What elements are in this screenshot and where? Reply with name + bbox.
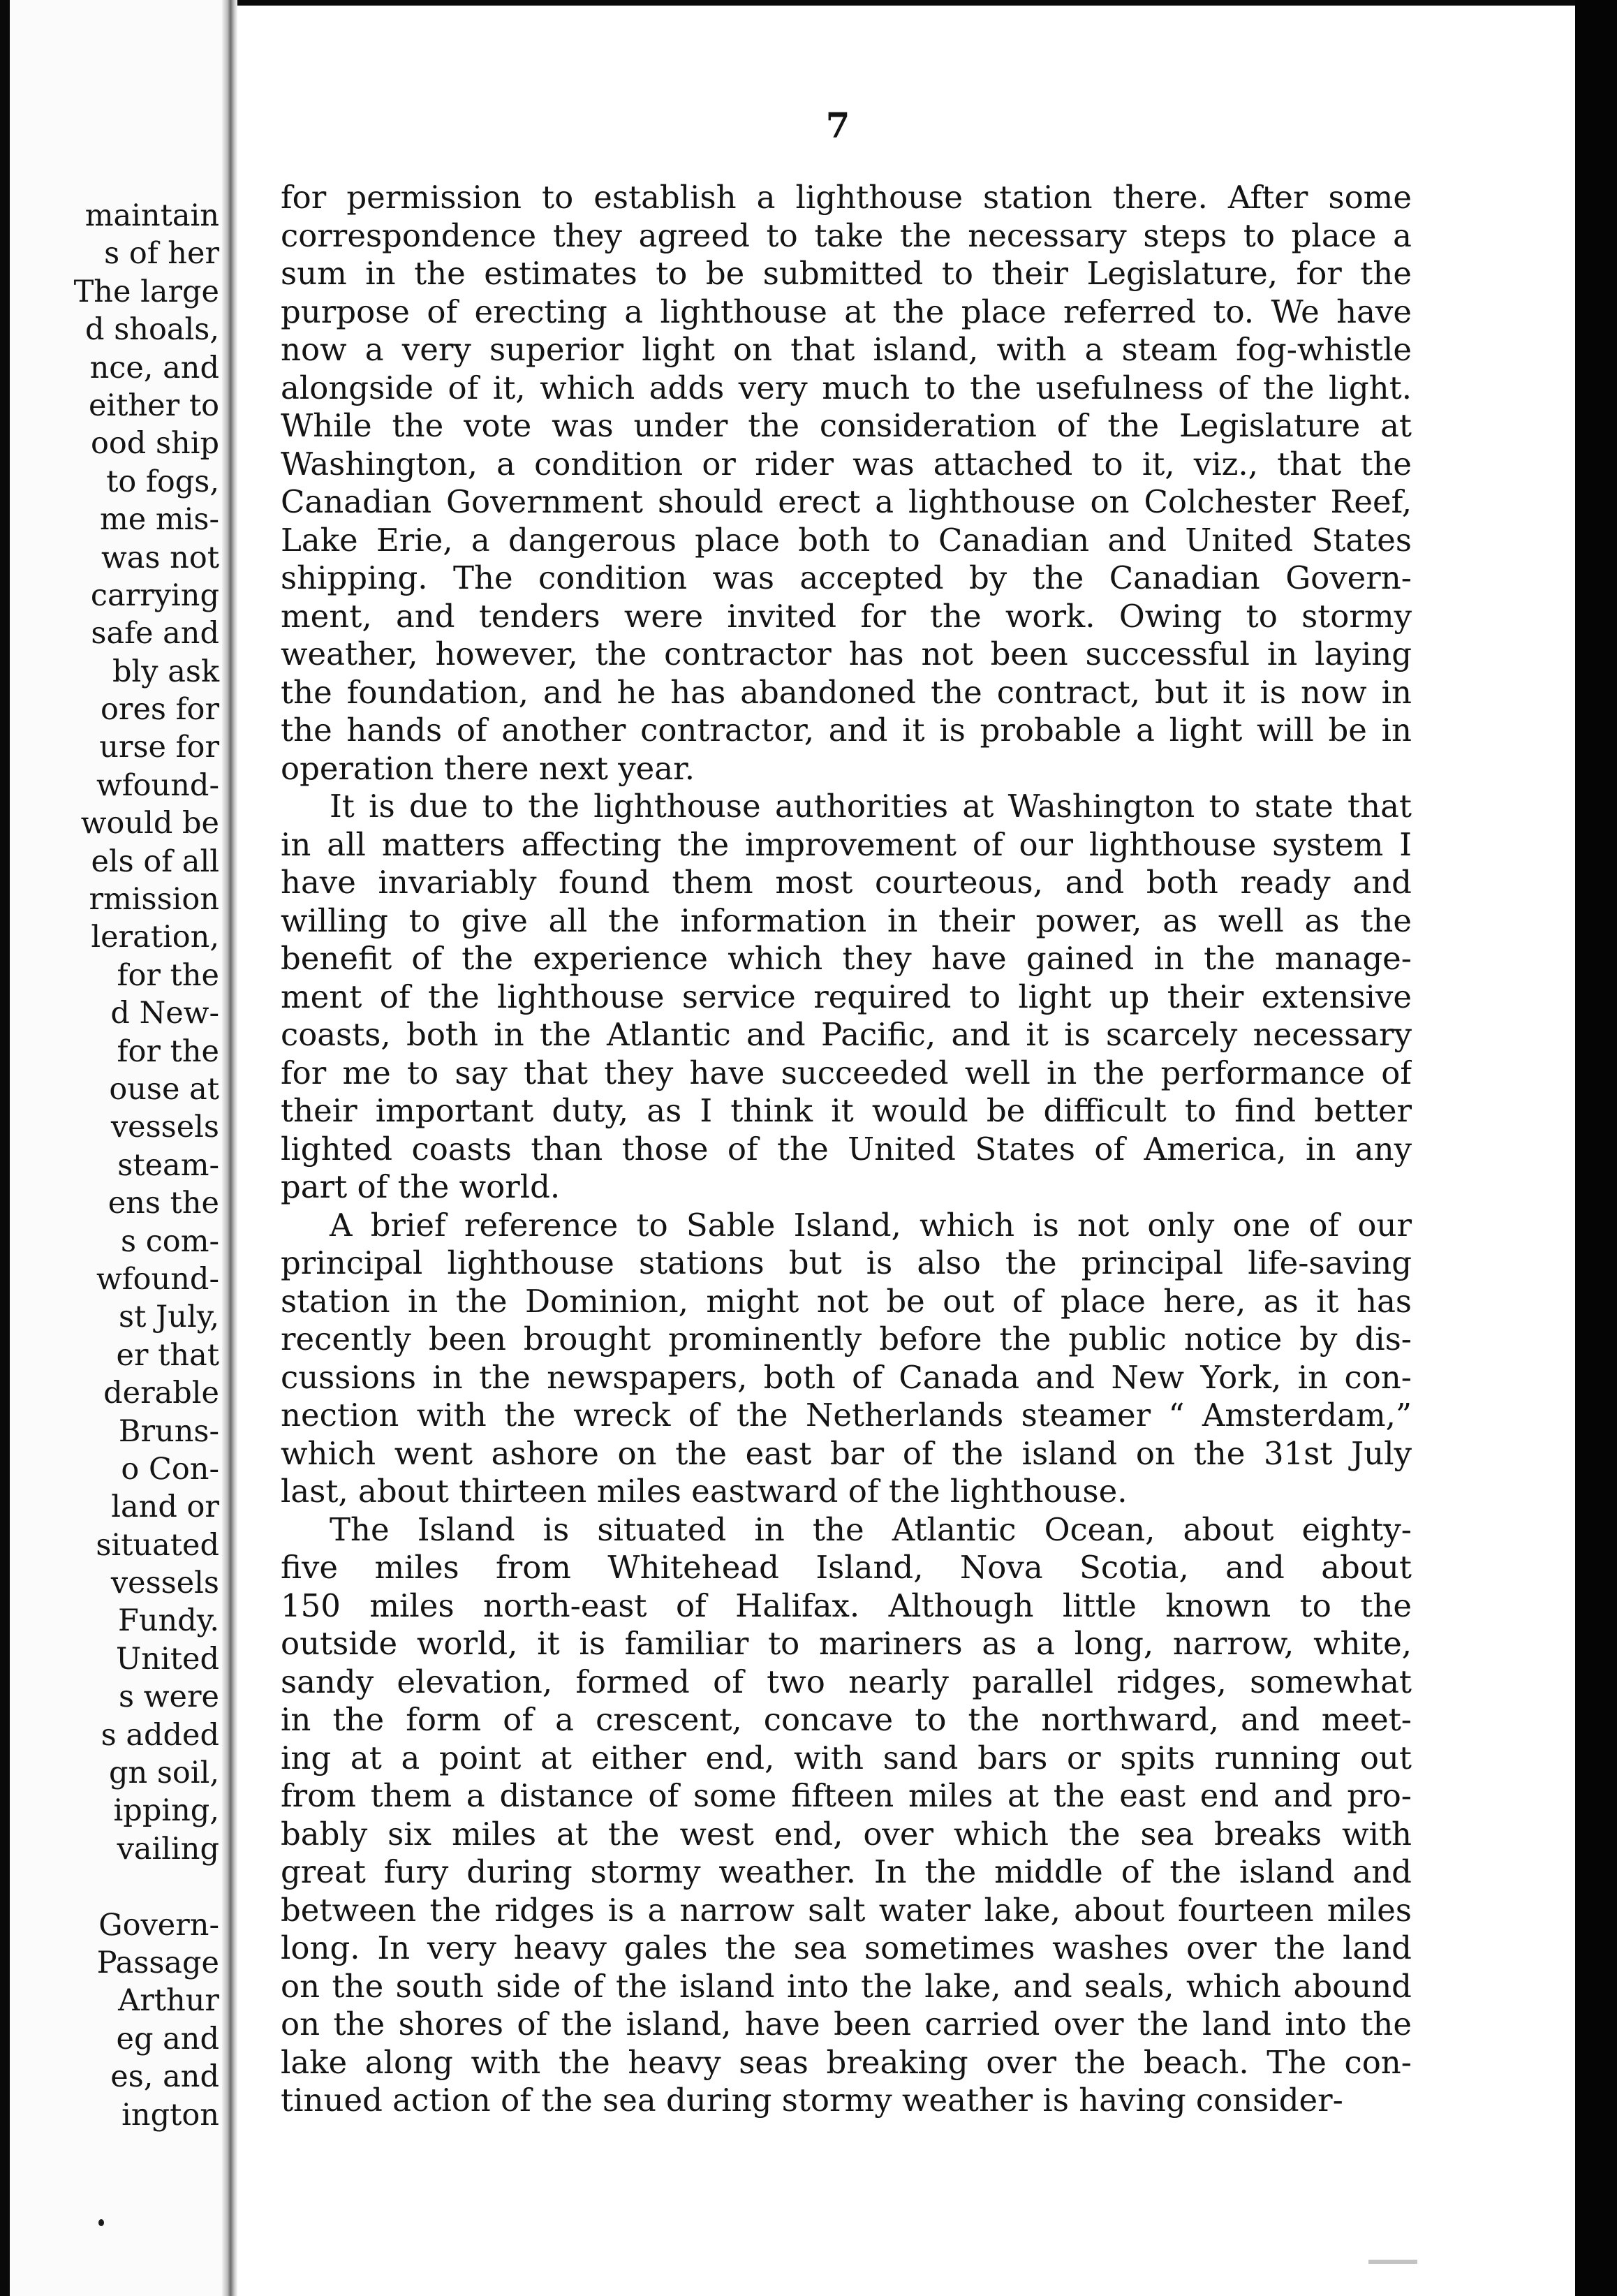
facing-page-line: gn soil,	[108, 1756, 219, 1791]
text-line: station in the Dominion, might not be out of place here, as it has	[281, 1282, 1412, 1320]
facing-page-line: er that	[116, 1337, 219, 1373]
text-line: sandy elevation, formed of two nearly parallel ridges, somewhat	[281, 1663, 1412, 1700]
facing-page-line: to fogs,	[106, 464, 219, 499]
paragraph	[281, 179, 1412, 788]
facing-page-line: s com-	[120, 1223, 219, 1259]
facing-page-line: leration,	[91, 920, 219, 955]
paragraph	[281, 788, 1412, 1207]
facing-page-line: wfound-	[96, 1261, 219, 1297]
text-line: in all matters affecting the improvement of our lighthouse system I	[281, 825, 1412, 863]
text-line: long. In very heavy gales the sea sometimes washes over the land	[281, 1929, 1412, 1966]
text-line: recently been brought prominently before the public notice by dis-	[281, 1320, 1412, 1357]
facing-page-line	[74, 1868, 219, 1906]
facing-page-line: ood ship	[90, 426, 219, 462]
text-line: between the ridges is a narrow salt water lake, about fourteen miles	[281, 1891, 1412, 1929]
facing-page-line: safe and	[91, 616, 219, 652]
text-line: have invariably found them most courteous, and both ready and	[281, 864, 1412, 901]
facing-page-line: rmission	[89, 882, 219, 918]
facing-page-line: would be	[80, 806, 219, 841]
text-line: five miles from Whitehead Island, Nova Scotia, and about	[281, 1549, 1412, 1586]
text-line: which went ashore on the east bar of the island on the 31st July	[281, 1434, 1412, 1472]
scan-artifact	[1368, 2260, 1417, 2264]
text-line: benefit of the experience which they have gained in the manage-	[281, 940, 1412, 977]
facing-page-line: for the	[117, 1033, 219, 1069]
facing-page-line: carrying	[90, 577, 219, 613]
text-line: on the south side of the island into the lake, and seals, which abound	[281, 1967, 1412, 2005]
scan-border-top	[0, 0, 1617, 6]
facing-page-line: The large	[73, 274, 219, 309]
text-line: shipping. The condition was accepted by the Canadian Govern-	[281, 559, 1412, 596]
facing-page-line: steam-	[117, 1147, 219, 1183]
facing-page-line: ouse at	[109, 1071, 219, 1107]
text-line: ment of the lighthouse service required to light up their extensive	[281, 978, 1412, 1015]
facing-page-line: es, and	[110, 2059, 219, 2095]
facing-page-line: d shoals,	[85, 312, 219, 348]
facing-page-line: Govern-	[98, 1907, 219, 1943]
facing-page-line: wfound-	[96, 767, 219, 803]
facing-page-line-ends	[74, 197, 219, 2134]
text-line: for permission to establish a lighthouse station there. After some	[281, 179, 1412, 216]
text-line: alongside of it, which adds very much to the usefulness of the light.	[281, 369, 1412, 406]
ink-spot	[98, 2219, 104, 2226]
facing-page-line: nce, and	[89, 350, 219, 385]
facing-page-line: st July,	[119, 1300, 219, 1335]
text-line: Lake Erie, a dangerous place both to Canadian and United States	[281, 521, 1412, 559]
text-line: operation there next year.	[281, 749, 695, 787]
facing-page-line: o Con-	[121, 1451, 219, 1487]
text-line: A brief reference to Sable Island, which is not only one of our	[330, 1206, 1412, 1244]
facing-page-line: d New-	[110, 996, 219, 1031]
text-line: now a very superior light on that island, with a steam fog-whistle	[281, 331, 1412, 368]
text-line: for me to say that they have succeeded well in the performance of	[281, 1054, 1412, 1091]
page-number: 7	[825, 105, 850, 146]
text-line: on the shores of the island, have been carried over the land into the	[281, 2006, 1412, 2043]
text-line: willing to give all the information in their power, as well as the	[281, 902, 1412, 939]
facing-page-line: situated	[96, 1527, 219, 1563]
facing-page-line: s of her	[104, 236, 219, 272]
facing-page-line: s were	[119, 1679, 219, 1715]
text-line: weather, however, the contractor has not been successful in laying	[281, 635, 1412, 672]
text-line: 150 miles north-east of Halifax. Although little known to the	[281, 1587, 1412, 1624]
text-line: lighted coasts than those of the United States of America, in any	[281, 1130, 1412, 1168]
facing-page-line: Fundy.	[118, 1603, 219, 1639]
page-body-text	[281, 179, 1412, 2120]
facing-page-line: vailing	[117, 1831, 219, 1867]
facing-page-line: me mis-	[99, 502, 219, 538]
facing-page-line: ington	[121, 2097, 219, 2133]
facing-page-line: either to	[88, 388, 219, 423]
scan-border-left	[0, 0, 10, 2296]
scan-border-right	[1575, 0, 1617, 2296]
text-line: cussions in the newspapers, both of Canada and New York, in con-	[281, 1358, 1412, 1396]
paragraph	[281, 1207, 1412, 1511]
text-line: the foundation, and he has abandoned the contract, but it is now in	[281, 673, 1412, 711]
text-line: correspondence they agreed to take the necessary steps to place a	[281, 216, 1412, 254]
text-line: While the vote was under the consideration of the Legislature at	[281, 407, 1412, 444]
facing-page-line: ens the	[108, 1186, 219, 1221]
text-line: their important duty, as I think it would be difficult to find better	[281, 1092, 1412, 1129]
facing-page-line: Bruns-	[118, 1413, 219, 1449]
text-line: ing at a point at either end, with sand bars or spits running out	[281, 1739, 1412, 1776]
text-line: Washington, a condition or rider was attached to it, viz., that the	[281, 445, 1412, 483]
text-line: nection with the wreck of the Netherlands steamer “ Amsterdam,”	[281, 1397, 1412, 1434]
facing-page-line: United	[116, 1641, 219, 1677]
facing-page-line: land or	[111, 1489, 219, 1525]
text-line: last, about thirteen miles eastward of the lighthouse.	[281, 1473, 1128, 1510]
facing-page-line: vessels	[110, 1566, 219, 1601]
text-line: in the form of a crescent, concave to the northward, and meet-	[281, 1701, 1412, 1738]
text-line: coasts, both in the Atlantic and Pacific, and it is scarcely necessary	[281, 1016, 1412, 1053]
facing-page-fragment	[10, 0, 222, 2296]
text-line: bably six miles at the west end, over which the sea breaks with	[281, 1815, 1412, 1853]
text-line: the hands of another contractor, and it is probable a light will be in	[281, 712, 1412, 749]
text-line: purpose of erecting a lighthouse at the place referred to. We have	[281, 293, 1412, 330]
book-gutter	[222, 0, 237, 2296]
paragraph	[281, 1511, 1412, 2120]
facing-page-line: derable	[103, 1376, 219, 1411]
text-line: part of the world.	[281, 1168, 561, 1205]
text-line: sum in the estimates to be submitted to their Legislature, for the	[281, 255, 1412, 292]
facing-page-line: els of all	[91, 844, 219, 879]
text-line: principal lighthouse stations but is also the principal life-saving	[281, 1244, 1412, 1281]
text-line: from them a distance of some fifteen miles at the east end and pro-	[281, 1777, 1412, 1814]
facing-page-line: Passage	[96, 1945, 219, 1980]
facing-page-line: Arthur	[118, 1983, 219, 2019]
text-line: ment, and tenders were invited for the work. Owing to stormy	[281, 597, 1412, 635]
facing-page-line: was not	[101, 540, 219, 575]
facing-page-line: bly ask	[112, 654, 219, 689]
facing-page-line: s added	[101, 1717, 219, 1753]
text-line: Canadian Government should erect a lighthouse on Colchester Reef,	[281, 483, 1412, 520]
facing-page-line: vessels	[110, 1110, 219, 1145]
facing-page-line: maintain	[84, 198, 219, 233]
facing-page-line: ores for	[101, 692, 219, 728]
text-line: The Island is situated in the Atlantic Ocean, about eighty-	[330, 1510, 1412, 1548]
facing-page-line: ipping,	[113, 1793, 219, 1829]
text-line: It is due to the lighthouse authorities at Washington to state that	[330, 788, 1412, 825]
facing-page-line: eg and	[116, 2021, 219, 2056]
text-line: outside world, it is familiar to mariners as a long, narrow, white,	[281, 1625, 1412, 1662]
text-line: tinued action of the sea during stormy weather is having consider-	[281, 2082, 1343, 2119]
text-line: lake along with the heavy seas breaking over the beach. The con-	[281, 2043, 1412, 2081]
facing-page-line: urse for	[99, 730, 219, 765]
facing-page-line: for the	[117, 957, 219, 993]
text-line: great fury during stormy weather. In the middle of the island and	[281, 1853, 1412, 1890]
